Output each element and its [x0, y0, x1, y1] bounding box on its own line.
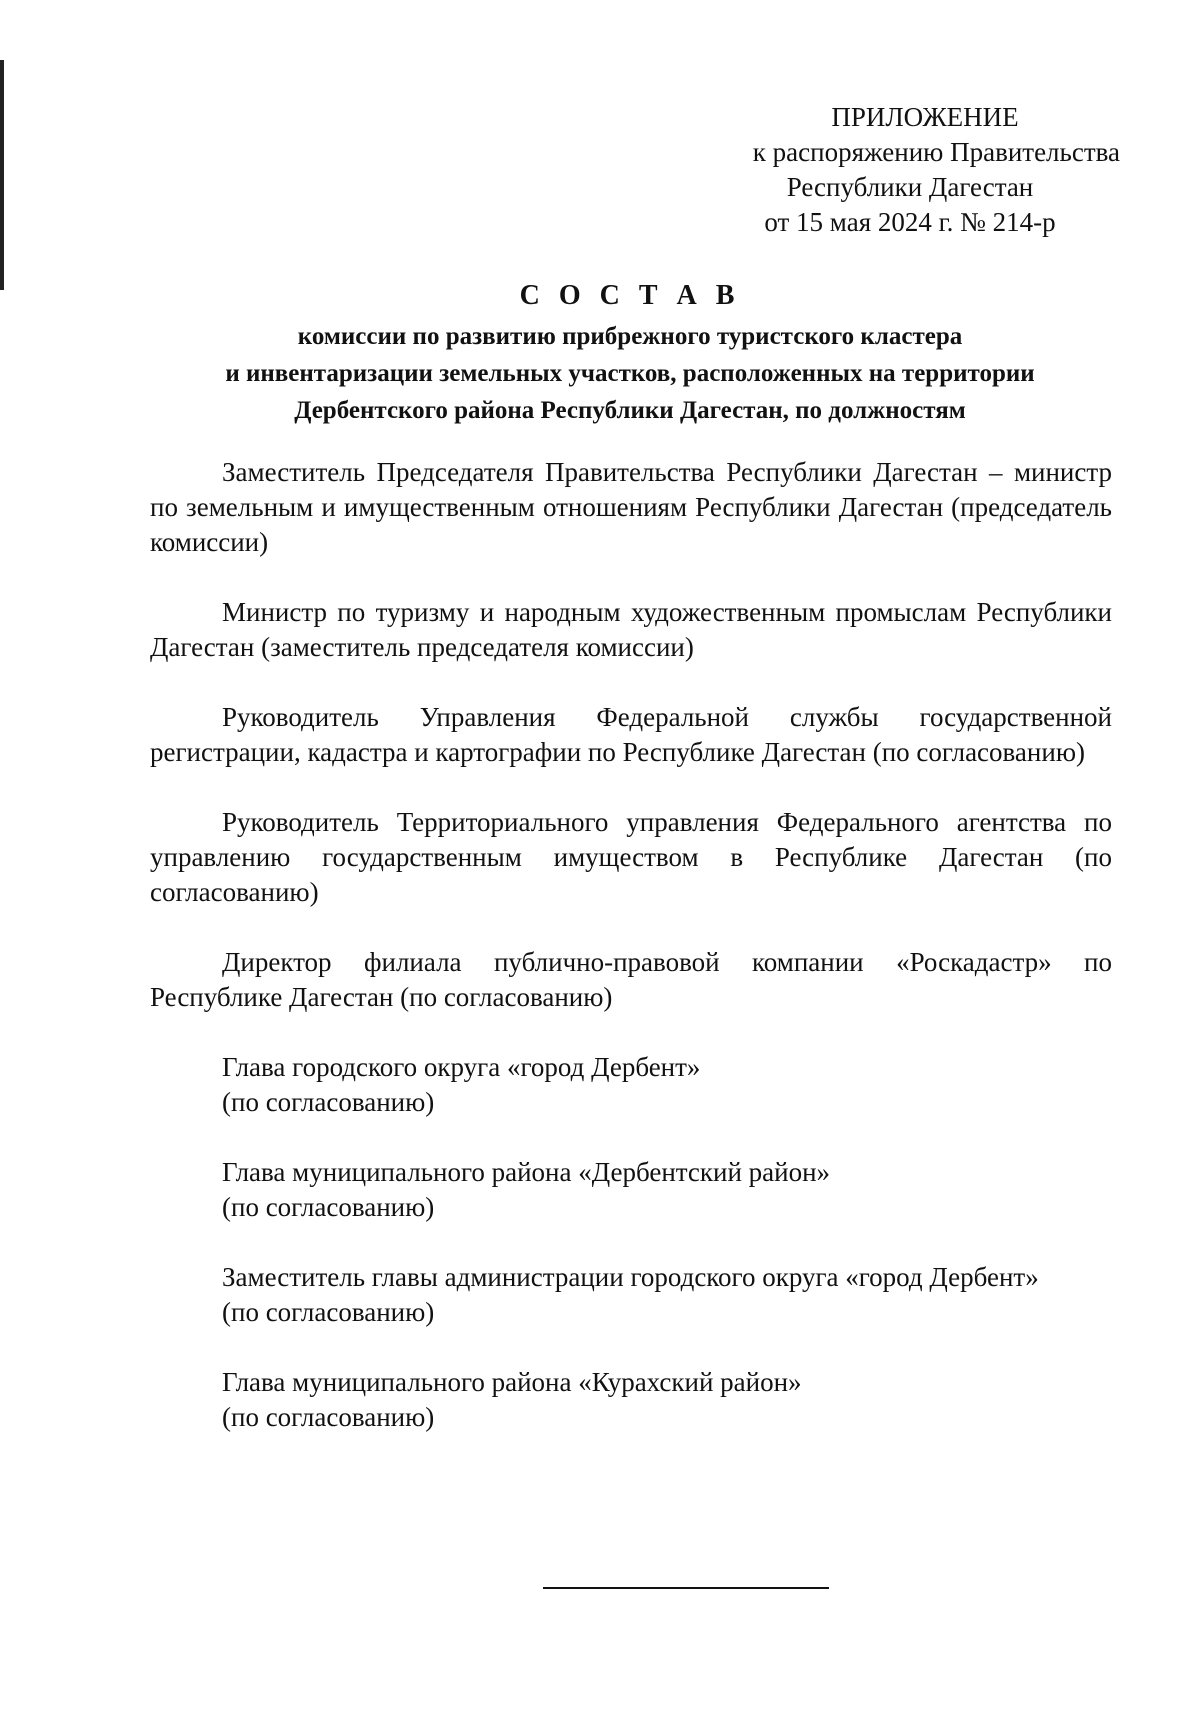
member-position: Глава городского округа «город Дербент» — [222, 1052, 701, 1082]
member-position: Глава муниципального района «Курахский район» — [222, 1367, 802, 1397]
member-entry: Руководитель Территориального управления Федерального агентства по управлению государственным имуществом в Республике Дагестан (по согласованию) — [150, 807, 1112, 907]
appendix-line-1: к распоряжению Правительства — [752, 137, 1120, 167]
member-entry — [150, 1050, 1112, 1120]
heading-line-3: Дербентского района Республики Дагестан, по должностям — [294, 397, 966, 424]
member-note: (по согласованию) — [222, 1087, 435, 1117]
member-entry — [150, 1260, 1112, 1330]
member-note: (по согласованию) — [222, 1192, 435, 1222]
member-entry: Заместитель Председателя Правительства Республики Дагестан – министр по земельным и имущественным отношениям Республики Дагестан (председатель комиссии) — [150, 457, 1112, 557]
member-entry: Министр по туризму и народным художественным промыслам Республики Дагестан (заместитель председателя комиссии) — [150, 597, 1112, 662]
member-note: (по согласованию) — [222, 1402, 435, 1432]
member-note: (по согласованию) — [222, 1297, 435, 1327]
member-entry: Руководитель Управления Федеральной службы государственной регистрации, кадастра и картографии по Республике Дагестан (по согласованию) — [150, 702, 1112, 767]
scan-edge-mark — [0, 60, 4, 290]
member-entry — [150, 1365, 1112, 1435]
appendix-line-2: Республики Дагестан — [786, 172, 1034, 202]
member-entry — [150, 1155, 1112, 1225]
heading-line-1: комиссии по развитию прибрежного туристского кластера — [297, 323, 963, 350]
appendix-title: ПРИЛОЖЕНИЕ — [831, 102, 1019, 132]
appendix-line-3: от 15 мая 2024 г. № 214-р — [764, 207, 1056, 237]
member-entry: Директор филиала публично-правовой компании «Роскадастр» по Республике Дагестан (по согласованию) — [150, 947, 1112, 1012]
member-position: Заместитель главы администрации городского округа «город Дербент» — [222, 1262, 1039, 1292]
document-heading — [120, 278, 1140, 429]
commission-member-list — [150, 455, 1112, 1470]
heading-line-2: и инвентаризации земельных участков, расположенных на территории — [225, 360, 1035, 387]
member-position: Глава муниципального района «Дербентский район» — [222, 1157, 831, 1187]
heading-title: С О С Т А В — [519, 280, 741, 311]
appendix-block — [700, 100, 1120, 240]
closing-divider — [543, 1587, 829, 1589]
